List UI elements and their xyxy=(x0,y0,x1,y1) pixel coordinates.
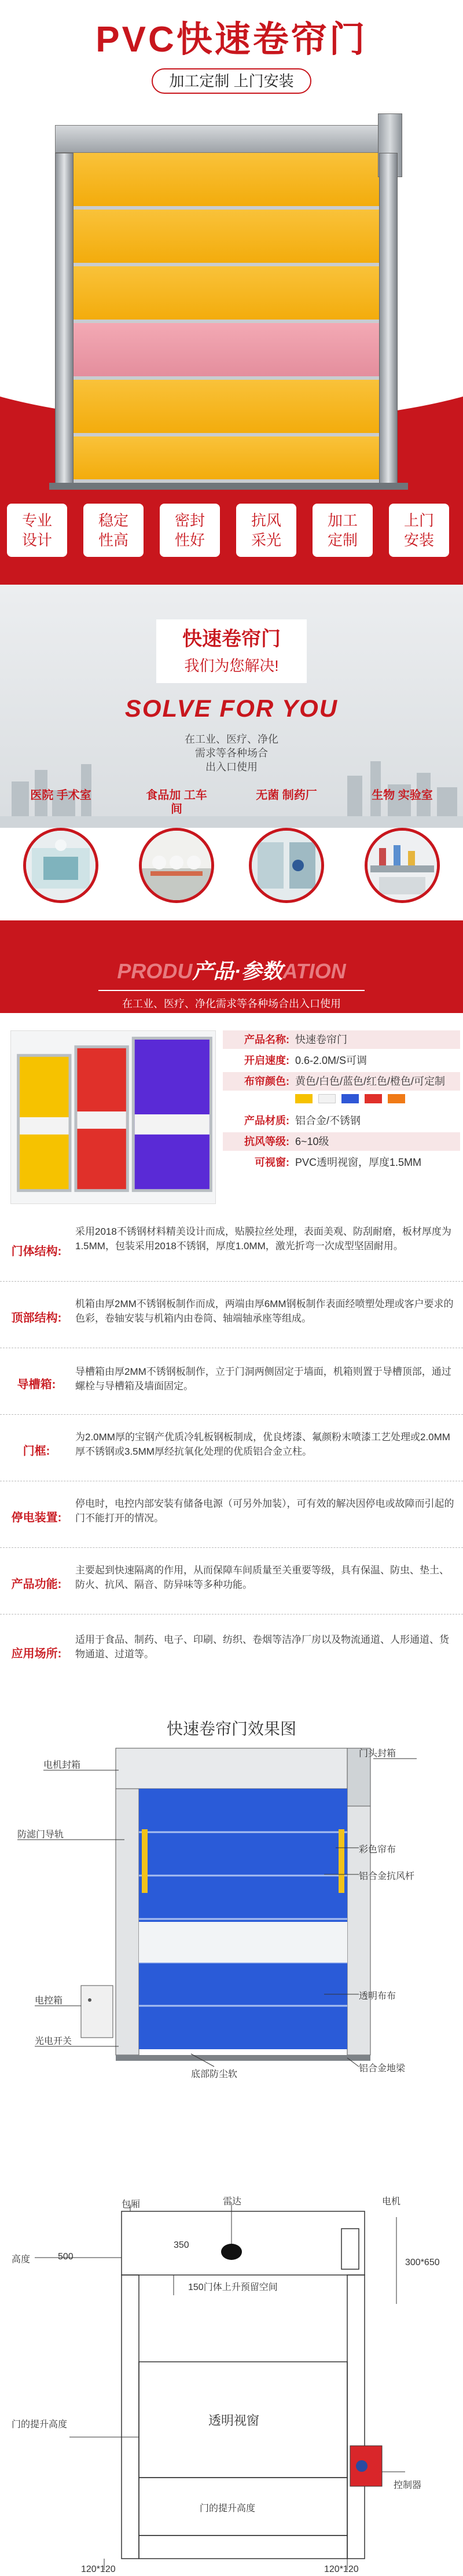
label-lift-height-2: 门的提升高度 xyxy=(200,2504,256,2513)
params-section xyxy=(0,1019,463,1227)
tagline-badge: 加工定制 上门安装 xyxy=(152,68,311,94)
solve-description: 在工业、医疗、净化 需求等各种场合 出入口使用 xyxy=(185,733,278,773)
label-500: 500 xyxy=(58,2252,74,2262)
pharma-photo xyxy=(249,828,324,903)
installation-drawing-section xyxy=(0,2194,463,2576)
solve-title-box xyxy=(156,619,307,683)
label-guide-rail: 防滤门导轨 xyxy=(17,1830,64,1840)
door-right-post xyxy=(379,153,398,490)
door-left-post xyxy=(55,153,74,490)
label-control-box: 电控箱 xyxy=(35,1996,63,2006)
label-wind-bar: 铝合金抗风杆 xyxy=(359,1872,415,1881)
label-photo-switch: 光电开关 xyxy=(35,2036,72,2046)
label-ground-beam: 铝合金地梁 xyxy=(359,2064,406,2074)
label-120-right: 120*120 xyxy=(324,2564,359,2574)
solve-section xyxy=(0,585,463,967)
swatch-white xyxy=(318,1094,336,1103)
scenario-label: 食品加 工车间 xyxy=(146,789,207,816)
door-curtain xyxy=(74,153,379,483)
label-head-box: 门头封箱 xyxy=(359,1749,396,1759)
solve-english: SOLVE FOR YOU xyxy=(124,695,339,722)
param-row: 可视窗: PVC透明视窗，厚度1.5MM xyxy=(255,1157,422,1168)
label-motor-box: 电机封箱 xyxy=(43,1760,81,1770)
product-banner-subtitle: 在工业、医疗、净化需求等各种场合出入口使用 xyxy=(122,998,341,1010)
page-title: PVC快速卷帘门 xyxy=(95,20,368,60)
spec-row: 应用场所: 适用于食品、制药、电子、印刷、纺织、卷烟等洁净厂房以及物流通道、人形通道、货物通道、过道等。 xyxy=(11,1634,449,1660)
feature-item: 稳定 性高 xyxy=(83,504,144,557)
color-swatches xyxy=(223,1092,460,1107)
scenario-label: 生物 实验室 xyxy=(372,789,433,802)
param-row: 产品名称: 快速卷帘门 xyxy=(223,1030,460,1049)
hospital-photo xyxy=(23,828,98,903)
effect-diagram xyxy=(0,1708,463,2194)
spec-row: 门框: 为2.0MM厚的宝钢产优质冷轧板钢板制成，优良烤漆、氟颜粉末喷漆工艺处理或2.0MM厚不锈钢或3.5MM厚经抗氧化处理的优质铝合金立柱。 xyxy=(0,1418,463,1482)
spec-row: 导槽箱: 导槽箱由厚2MM不锈钢板制作，立于门洞两侧固定于墙面，机箱则置于导槽顶部，通过螺栓与导槽箱及墙面固定。 xyxy=(0,1352,463,1415)
feature-item: 密封 性好 xyxy=(160,504,220,557)
param-row: 开启速度: 0.6-2.0M/S可调 xyxy=(244,1055,368,1066)
label-lift-height: 门的提升高度 xyxy=(12,2420,68,2430)
label-motor: 电机 xyxy=(382,2197,401,2207)
product-banner-title: PRODU产品·参数ATION xyxy=(117,959,346,983)
feature-item: 加工 定制 xyxy=(313,504,373,557)
effect-diagram-title: 快速卷帘门效果图 xyxy=(166,1720,296,1738)
door-head-box xyxy=(55,125,402,153)
scenario-label: 医院 手术室 xyxy=(30,789,91,802)
swatch-orange xyxy=(388,1094,405,1103)
param-row: 布帘颜色: 黄色/白色/蓝色/红色/橙色/可定制 xyxy=(223,1072,460,1091)
param-row: 产品材质: 铝合金/不锈钢 xyxy=(244,1115,361,1126)
feature-item: 上门 安装 xyxy=(389,504,449,557)
label-colored-curtain: 彩色帘布 xyxy=(359,1845,396,1855)
label-radar: 雷达 xyxy=(223,2197,242,2207)
specs-section xyxy=(0,1219,463,1705)
label-viewing-window: 透明视窗 xyxy=(208,2413,260,2428)
door-base xyxy=(49,483,408,490)
label-reserve-space: 150门体上升预留空间 xyxy=(188,2283,278,2292)
solve-title: 快速卷帘门 xyxy=(182,628,281,650)
feature-item: 抗风 采光 xyxy=(236,504,296,557)
param-row: 抗风等级: 6~10级 xyxy=(223,1132,460,1151)
installation-drawing xyxy=(0,2194,463,2576)
spec-row: 产品功能: 主要起到快速隔离的作用，从而保障车间质量至关重要等级，具有保温、防虫、垫土、防火、抗风、隔音、防异味等多种功能。 xyxy=(0,1551,463,1615)
label-300x650: 300*650 xyxy=(405,2258,440,2267)
spec-row: 顶部结构: 机箱由厚2MM不锈钢板制作而成，两端由厚6MM钢板制作表面经喷塑处理或客户要求的色彩，卷轴安装与机箱内由卷筒、轴端轴承座等组成。 xyxy=(0,1285,463,1349)
lab-photo xyxy=(365,828,440,903)
feature-list xyxy=(0,504,463,556)
roller-door-image xyxy=(55,113,402,490)
scenario-label: 无菌 制药厂 xyxy=(256,789,317,802)
effect-diagram-section xyxy=(0,1708,463,2194)
door-color-samples-image xyxy=(10,1030,216,1204)
label-transparent-cloth: 透明布布 xyxy=(359,1991,396,2001)
label-box: 包厢 xyxy=(122,2200,141,2210)
label-350: 350 xyxy=(174,2240,189,2250)
divider xyxy=(98,990,365,991)
feature-item: 专业 设计 xyxy=(7,504,67,557)
food-workshop-photo xyxy=(139,828,214,903)
label-bottom-seal: 底部防尘软 xyxy=(191,2069,238,2079)
label-controller: 控制器 xyxy=(394,2480,422,2490)
product-banner xyxy=(0,949,463,1013)
hero-section xyxy=(0,0,463,585)
spec-row: 停电装置: 停电时，电控内部安装有储备电源（可另外加装），可有效的解决因停电或故障而引起的门不能打开的情况。 xyxy=(0,1485,463,1548)
solve-subtitle: 我们为您解决! xyxy=(184,657,279,674)
label-height: 高度 xyxy=(12,2255,31,2265)
swatch-yellow xyxy=(295,1094,313,1103)
swatch-blue xyxy=(341,1094,359,1103)
swatch-red xyxy=(365,1094,382,1103)
label-120-left: 120*120 xyxy=(81,2564,116,2574)
spec-row: 门体结构: 采用2018不锈钢材料精美设计而成，贴膜拉丝处理，表面美观、防刮耐磨，板材厚度为1.5MM，包装采用2018不锈钢，厚度1.0MM，激光折弯一次成型坚固耐用。 xyxy=(0,1219,463,1282)
